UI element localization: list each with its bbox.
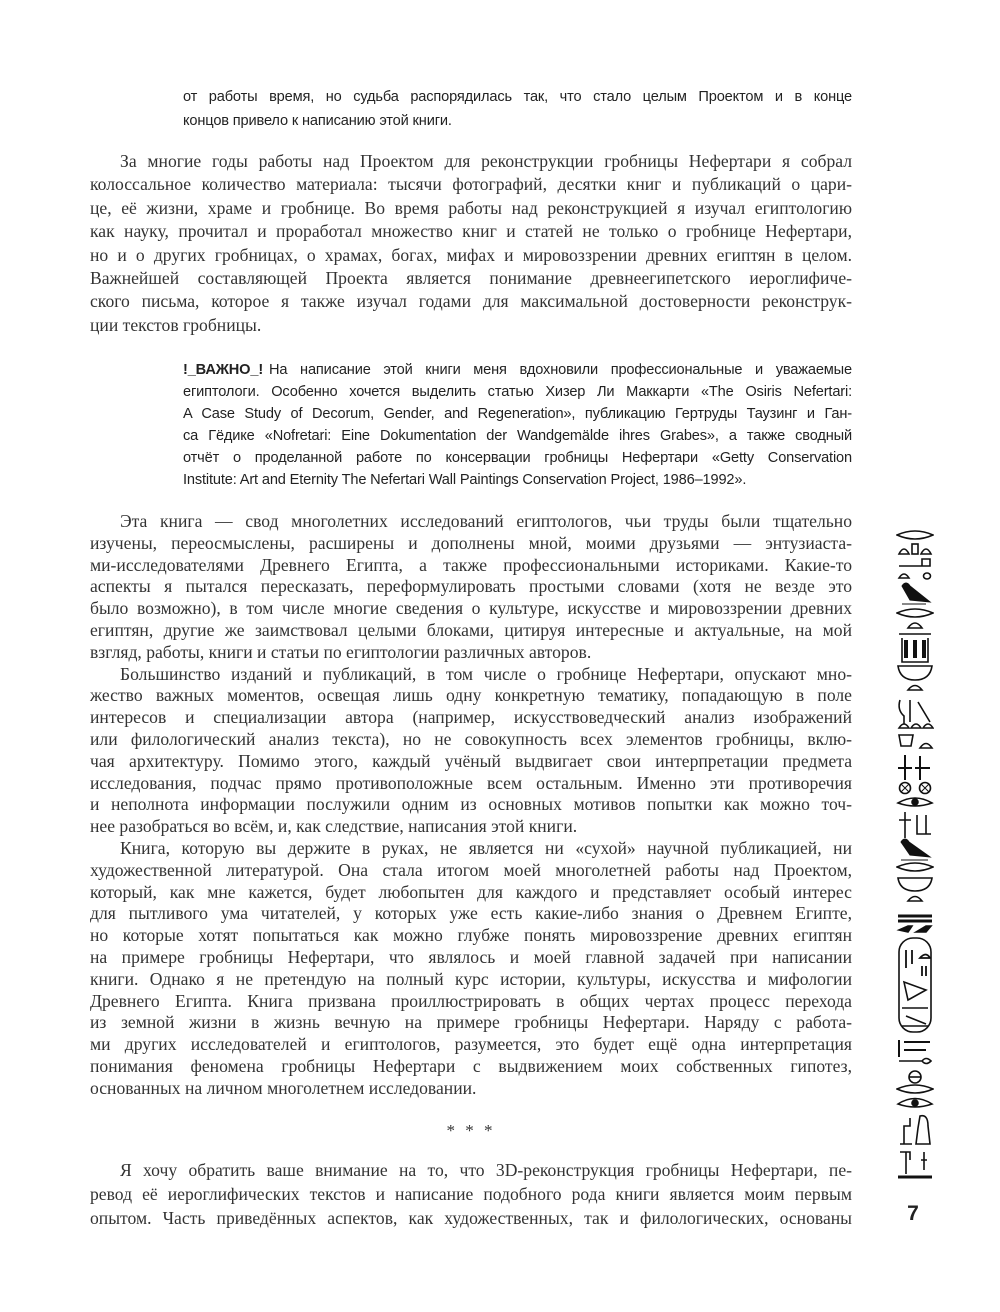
text-line [183, 359, 852, 381]
text-line: на примере гробницы Нефертари, что являлось и моей главной задачей при написании [90, 946, 852, 967]
text-line: интересов и специализации автора (например, искусствоведческий анализ изображений [90, 707, 852, 728]
body-paragraphs [90, 511, 852, 1100]
important-note [183, 359, 852, 491]
text-line: но которые хотят попытаться как можно глубже понять мировоззрение древних египтян [90, 925, 852, 946]
text-line: жество важных моментов, освещая лишь одну конкретную тематику, попадающую в поле [90, 685, 852, 706]
important-label: !_ВАЖНО_! [183, 362, 264, 378]
text-line: но и о других гробницах, о храмах, богах, мифах и мировоззрении древних египтян в целом. [90, 244, 852, 265]
text-line: колоссальное количество материала: тысячи фотографий, десятки книг и публикаций о цари- [90, 174, 852, 195]
text-line: было возможно), в том числе многие сведения о культуре, искусстве и мировоззрении древних [90, 598, 852, 619]
section-break: * * * [446, 1121, 496, 1140]
text-line: ми-исследователями Древнего Египта, а также профессиональными историками. Какие-то [90, 554, 852, 575]
page-number: 7 [907, 1202, 919, 1225]
text-line: ции текстов гробницы. [90, 314, 262, 335]
text-line: египтологи. Особенно хочется выделить статью Хизер Ли Маккарти «The Osiris Nefertari: [183, 384, 852, 400]
text-line: который, как мне кажется, будет любопытен для каждого и представляет особый интерес [90, 881, 852, 902]
text-line: чая архитектуру. Помимо этого, каждый учёный выдвигает свои интерпретации предмета [90, 750, 852, 771]
text-line: За многие годы работы над Проектом для реконструкции гробницы Нефертари я собрал [120, 151, 852, 171]
hieroglyph-column-icon [896, 530, 934, 1180]
text-line: ского письма, которое я также изучал годами для максимальной достоверности реконструк- [90, 291, 852, 312]
final-paragraph [90, 1158, 852, 1230]
text-line: взгляд, работы, книги и статьи по египтологии различных авторов. [90, 641, 592, 662]
text-line: и неполнота информации послужили одним из основных мотивов попытки как можно точ- [90, 794, 852, 815]
text-line: египтян, другие же заимствовал целыми блоками, цитируя интересные и актуальные, на мой [90, 619, 852, 640]
text-line: художественной литературой. Она стала итогом моей многолетней работы над Проектом, [90, 859, 852, 880]
text-line: опытом. Часть приведённых аспектов, как художественных, так и филологических, основаны [90, 1208, 852, 1228]
text-line: из земной жизни в жизнь вечную на примере гробницы Нефертари. Наряду с работа- [90, 1012, 852, 1033]
text-line: Книга, которую вы держите в руках, не является ни «сухой» научной публикацией, ни [120, 837, 852, 858]
text-line: Эта книга — свод многолетних исследований египтологов, чьи труды были тщательно [120, 511, 852, 531]
text-line: Древнего Египта. Книга призвана проиллюстрировать в общих чертах процесс перехода [90, 990, 852, 1011]
continued-note [183, 85, 852, 133]
text-line: A Case Study of Decorum, Gender, and Regeneration», публикацию Гертруды Таузинг и Ган- [183, 406, 852, 422]
text-line: нее разобраться во всём, и, как следствие, написания этой книги. [90, 816, 578, 837]
text-line-content: На написание этой книги меня вдохновили профессиональные и уважаемые [269, 362, 852, 378]
paragraph-project [90, 150, 852, 337]
text-line: Institute: Art and Eternity The Nefertari Wall Paintings Conservation Project, 1986–1992». [183, 472, 747, 488]
text-line: ми других исследователей и египтологов, разумеется, это будет ещё одна интерпретация [90, 1034, 852, 1055]
text-line: понимания феномена гробницы Нефертари с выдвижением моих собственных гипотез, [90, 1055, 852, 1076]
text-line: исследования, подчас прямо противоположные всем остальным. Именно эти противоречия [90, 772, 852, 793]
text-line: ревод её иероглифических текстов и написание подобного рода книги является моим первым [90, 1184, 852, 1204]
text-line: концов привело к написанию этой книги. [183, 113, 452, 129]
text-line: са Гёдике «Nofretari: Eine Dokumentation der Wandgemälde ihres Grabes», а также сводный [183, 428, 852, 444]
text-line: основанных на личном многолетнем исследовании. [90, 1077, 477, 1098]
text-line: изучены, переосмыслены, расширены и дополнены мной, моими друзьями — энтузиаста- [90, 532, 852, 553]
text-line: отчёт о проделанной работе по консервации гробницы Нефертари «Getty Conservation [183, 450, 852, 466]
text-line: це, её жизни, храме и гробнице. Во время работы над реконструкцией я изучал египтологию [90, 197, 852, 218]
text-line: для пытливого ума читателей, у которых уже есть какие-либо знания о Древнем Египте, [90, 903, 852, 924]
text-line: Важнейшей составляющей Проекта является понимание древнеегипетского иероглифиче- [90, 268, 852, 289]
text-line: Я хочу обратить ваше внимание на то, что 3D-реконструкция гробницы Нефертари, пе- [120, 1160, 852, 1180]
text-line: как науку, прочитал и проработал множество книг и статей не только о гробнице Нефертари, [90, 221, 852, 242]
text-line: от работы время, но судьба распорядилась так, что стало целым Проектом и в конце [183, 89, 852, 105]
text-line: книги. Однако я не претендую на полный курс истории, культуры, искусства и мифологии [90, 968, 852, 989]
text-line: аспекты я пытался пересказать, переформулировать простыми словами (хотя не везде это [90, 576, 852, 597]
text-line: Большинство изданий и публикаций, в том числе о гробнице Нефертари, опускают мно- [120, 663, 852, 684]
text-line: или филологический анализ текста), но не совокупность всех элементов гробницы, вклю- [90, 728, 852, 749]
